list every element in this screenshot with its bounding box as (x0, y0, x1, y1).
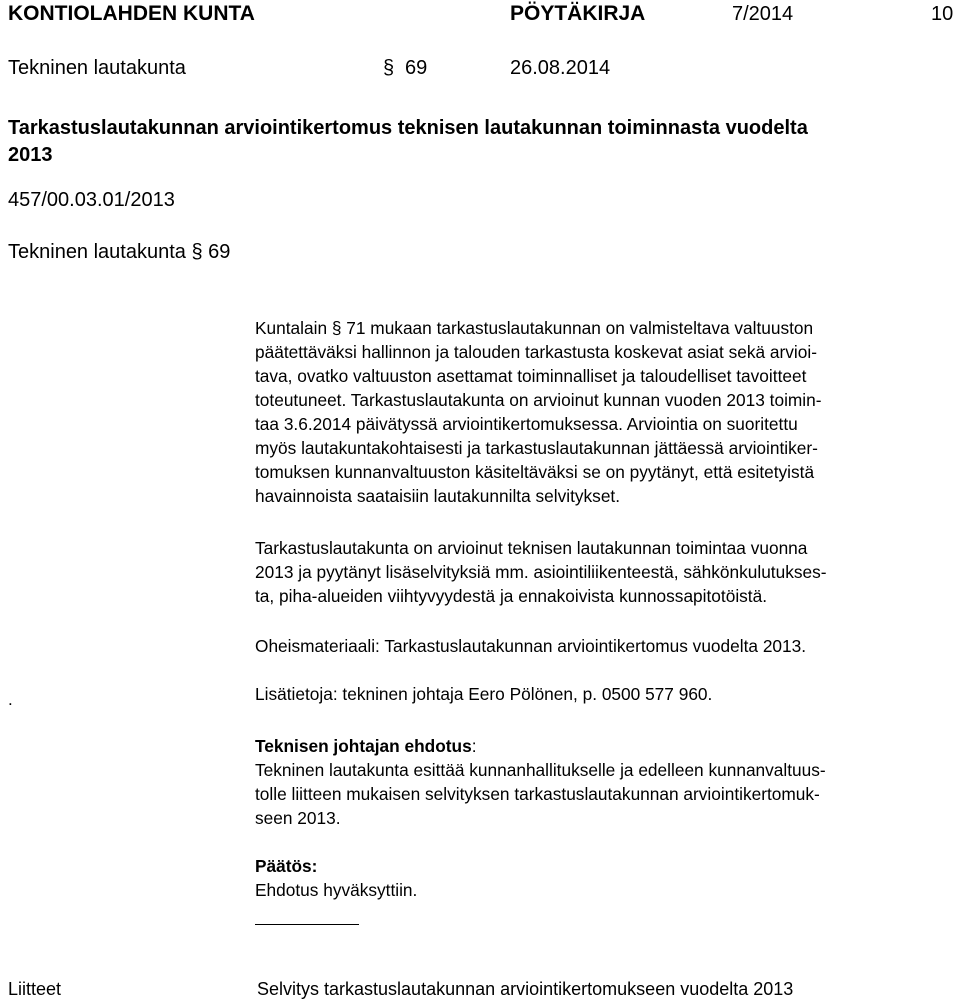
paragraph-line: havainnoista saataisiin lautakunnilta selvitykset. (255, 486, 621, 506)
paragraph-line: myös lautakuntakohtaisesti ja tarkastuslautakunnan jättäessä arviointiker- (255, 438, 818, 458)
decision-end-rule (255, 924, 359, 925)
document-number: 7/2014 (732, 3, 794, 25)
paragraph-line: päätettäväksi hallinnon ja talouden tarkastusta koskevat asiat sekä arvioi- (255, 342, 817, 362)
proposal-heading: Teknisen johtajan ehdotus (255, 736, 472, 756)
margin-dot: . (8, 690, 13, 709)
paragraph-line: toteutuneet. Tarkastuslautakunta on arvioinut kunnan vuoden 2013 toimin- (255, 390, 822, 410)
item-title-line-2: 2013 (8, 144, 53, 166)
board-reference (8, 241, 230, 264)
decision-section (255, 854, 417, 902)
attachments-label: Liitteet (8, 979, 62, 999)
preparation-paragraph (255, 316, 822, 508)
section-number: 69 (405, 57, 428, 79)
paragraph-line: taa 3.6.2014 päivätyssä arviointikertomuksessa. Arviointia on suoritettu (255, 414, 798, 434)
board-reference-section-mark: § (191, 241, 203, 263)
paragraph-line: 2013 ja pyytänyt lisäselvityksiä mm. asiointiliikenteestä, sähkönkulutukses- (255, 562, 827, 582)
page-number: 10 (931, 3, 954, 25)
proposal-heading-colon: : (471, 736, 477, 756)
contact-info: Lisätietoja: tekninen johtaja Eero Pölönen, p. 0500 577 960. (255, 684, 713, 704)
proposal-line: tolle liitteen mukaisen selvityksen tarkastuslautakunnan arviointikertomuk- (255, 784, 820, 804)
municipality-name: KONTIOLAHDEN KUNTA (8, 2, 255, 25)
meeting-date: 26.08.2014 (510, 57, 611, 79)
proposal-heading-line (255, 734, 826, 758)
paragraph-line: Tarkastuslautakunta on arvioinut teknisen lautakunnan toimintaa vuonna (255, 538, 808, 558)
document-type: PÖYTÄKIRJA (510, 2, 646, 25)
proposal-section (255, 734, 826, 830)
item-title-line-1: Tarkastuslautakunnan arviointikertomus teknisen lautakunnan toiminnasta vuodelta (8, 117, 808, 139)
paragraph-line: tomuksen kunnanvaltuuston käsiteltäväksi se on pyytänyt, että esitetyistä (255, 462, 815, 482)
board-name: Tekninen lautakunta (8, 57, 186, 79)
proposal-line: Tekninen lautakunta esittää kunnanhallitukselle ja edelleen kunnanvaltuus- (255, 760, 826, 780)
proposal-line: seen 2013. (255, 808, 341, 828)
attachments-note: Oheismateriaali: Tarkastuslautakunnan arviointikertomus vuodelta 2013. (255, 636, 807, 656)
attachment-title: Selvitys tarkastuslautakunnan arviointikertomukseen vuodelta 2013 (257, 979, 794, 999)
file-number: 457/00.03.01/2013 (8, 189, 175, 211)
paragraph-line: Kuntalain § 71 mukaan tarkastuslautakunnan on valmisteltava valtuuston (255, 318, 814, 338)
decision-text: Ehdotus hyväksyttiin. (255, 880, 418, 900)
decision-heading: Päätös: (255, 856, 318, 876)
paragraph-line: tava, ovatko valtuuston asettamat toiminnalliset ja taloudelliset tavoitteet (255, 366, 807, 386)
board-reference-name: Tekninen lautakunta (8, 241, 186, 263)
evaluation-paragraph (255, 536, 827, 608)
paragraph-line: ta, piha-alueiden viihtyvyydestä ja ennakoivista kunnossapitotöistä. (255, 586, 768, 606)
board-reference-section-number: 69 (208, 241, 231, 263)
section-mark: § (383, 57, 395, 79)
